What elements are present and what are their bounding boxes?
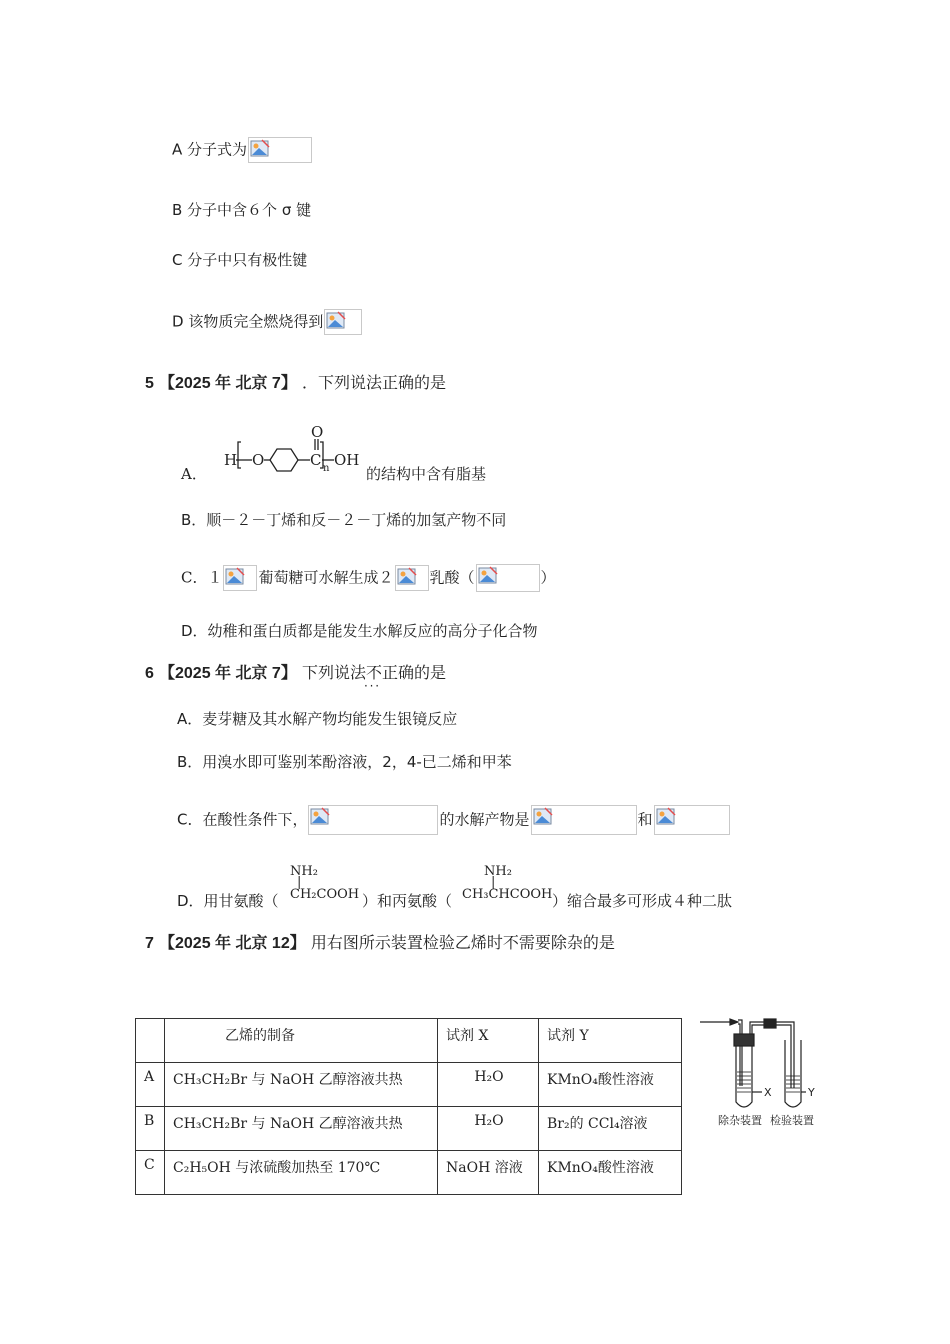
table-cell: C₂H₅OH 与浓硫酸加热至 170℃ — [165, 1151, 438, 1195]
table-cell: CH₃CH₂Br 与 NaOH 乙醇溶液共热 — [165, 1063, 438, 1107]
q6-option-d-mid: ）和丙氨酸（ — [362, 892, 453, 910]
glycine-structure — [290, 864, 359, 902]
q6-prompt-emphasis: 不正确 · · · — [366, 663, 414, 682]
table-header-cell — [136, 1019, 165, 1063]
q5-option-c-mid: 葡萄糖可水解生成２ — [258, 568, 394, 587]
broken-image-icon — [397, 567, 417, 587]
bond-line: | — [491, 875, 496, 890]
broken-image-icon — [250, 139, 270, 159]
stopper — [734, 1034, 754, 1046]
formula-n: n — [323, 463, 330, 474]
label-y: Y — [808, 1086, 815, 1099]
broken-image-icon — [326, 311, 346, 331]
q5-option-c — [181, 564, 556, 592]
broken-image-icon — [225, 567, 245, 587]
alanine-chain: CH₃CHCOOH — [462, 887, 553, 902]
formula-o: O — [252, 451, 265, 469]
unit-image-placeholder — [223, 565, 257, 591]
product-image-placeholder — [531, 805, 637, 835]
formula-image-placeholder — [248, 137, 312, 163]
q5-option-c-label: C．１ — [181, 568, 223, 587]
q5-option-a-text: 的结构中含有脂基 — [366, 465, 487, 483]
table-row — [136, 1063, 682, 1107]
lactic-acid-image-placeholder — [476, 564, 540, 592]
q7-heading — [145, 932, 615, 955]
label-x: X — [764, 1086, 772, 1099]
table-cell: KMnO₄酸性溶液 — [539, 1063, 682, 1107]
polyester-structure-formula — [222, 422, 366, 474]
q5-option-d: D．幼稚和蛋白质都是能发生水解反应的高分子化合物 — [181, 622, 538, 640]
broken-image-icon — [310, 807, 330, 827]
alanine-structure — [462, 864, 552, 902]
apparatus-diagram — [698, 1012, 828, 1132]
q4-option-d — [172, 309, 363, 335]
table-cell: B — [136, 1107, 165, 1151]
q5-source: 【2025 年 北京 7】 — [159, 375, 297, 392]
table-header-cell: 乙烯的制备 — [165, 1019, 438, 1063]
rubber-connector — [764, 1019, 776, 1028]
q6-number: 6 — [145, 665, 154, 682]
q7-source: 【2025 年 北京 12】 — [159, 935, 306, 952]
table-cell: A — [136, 1063, 165, 1107]
table-header-cell: 试剂 Y — [539, 1019, 682, 1063]
table-header-cell: 试剂 X — [438, 1019, 539, 1063]
q4-option-b: B 分子中含６个 σ 键 — [172, 201, 312, 219]
test-tube-detector — [785, 1040, 801, 1107]
broken-image-icon — [656, 807, 676, 827]
q5-number: 5 — [145, 375, 154, 392]
q7-number: 7 — [145, 935, 154, 952]
q4-option-a-text: A 分子式为 — [172, 140, 248, 159]
q6-prompt-pre: 下列说法 — [301, 663, 366, 682]
test-tube-purifier — [736, 1042, 752, 1107]
formula-h: H — [224, 451, 238, 469]
q5-prompt: ．下列说法正确的是 — [301, 373, 446, 392]
table-cell: CH₃CH₂Br 与 NaOH 乙醇溶液共热 — [165, 1107, 438, 1151]
broken-image-icon — [533, 807, 553, 827]
q7-table — [135, 1018, 682, 1195]
q6-option-c-and: 和 — [637, 810, 653, 829]
formula-c: C — [310, 451, 322, 469]
table-cell: H₂O — [438, 1063, 539, 1107]
q6-heading — [145, 662, 446, 685]
table-cell: KMnO₄酸性溶液 — [539, 1151, 682, 1195]
table-row — [136, 1151, 682, 1195]
q6-option-c-mid: 的水解产物是 — [439, 810, 530, 829]
caption-purifier: 除杂装置 — [718, 1114, 762, 1127]
glycine-chain: CH₂COOH — [290, 887, 360, 902]
table-cell: NaOH 溶液 — [438, 1151, 539, 1195]
inlet-arrow-head — [730, 1019, 738, 1025]
formula-image-placeholder — [324, 309, 362, 335]
q6-source: 【2025 年 北京 7】 — [159, 665, 297, 682]
q6-option-d-post: ）缩合最多可形成４种二肽 — [552, 892, 733, 910]
q5-option-c-end: 乳酸（ — [429, 568, 475, 587]
table-cell: C — [136, 1151, 165, 1195]
q4-option-a — [172, 137, 313, 163]
q7-prompt: 用右图所示装置检验乙烯时不需要除杂的是 — [310, 933, 615, 952]
q5-heading — [145, 372, 446, 395]
q5-option-c-close: ） — [540, 568, 556, 587]
glycine-nh2: NH₂ — [290, 864, 318, 879]
table-row — [136, 1107, 682, 1151]
table-cell: H₂O — [438, 1107, 539, 1151]
q6-option-a: A．麦芽糖及其水解产物均能发生银镜反应 — [177, 710, 458, 728]
ester-image-placeholder — [308, 805, 438, 835]
q5-option-b: B．顺－２－丁烯和反－２－丁烯的加氢产物不同 — [181, 511, 507, 529]
formula-carbonyl-o: O — [311, 423, 324, 441]
q5-option-a-label: A． — [181, 465, 207, 483]
q4-option-d-text: D 该物质完全燃烧得到 — [172, 312, 324, 331]
unit-image-placeholder — [395, 565, 429, 591]
q6-prompt-post: 的是 — [413, 663, 446, 682]
q6-option-c-pre: C．在酸性条件下， — [177, 810, 308, 829]
bond-line: | — [297, 875, 302, 890]
broken-image-icon — [478, 566, 498, 586]
q4-option-c: C 分子中只有极性键 — [172, 251, 308, 269]
alanine-nh2: NH₂ — [484, 864, 512, 879]
table-header-row — [136, 1019, 682, 1063]
table-cell: Br₂的 CCl₄溶液 — [539, 1107, 682, 1151]
q6-option-c — [177, 805, 731, 835]
product-image-placeholder — [654, 805, 730, 835]
q6-option-b: B．用溴水即可鉴别苯酚溶液，2，4-已二烯和甲苯 — [177, 753, 512, 771]
q6-option-d-pre: D．用甘氨酸（ — [177, 892, 279, 910]
caption-detector: 检验装置 — [770, 1114, 814, 1127]
formula-oh: OH — [334, 451, 360, 469]
